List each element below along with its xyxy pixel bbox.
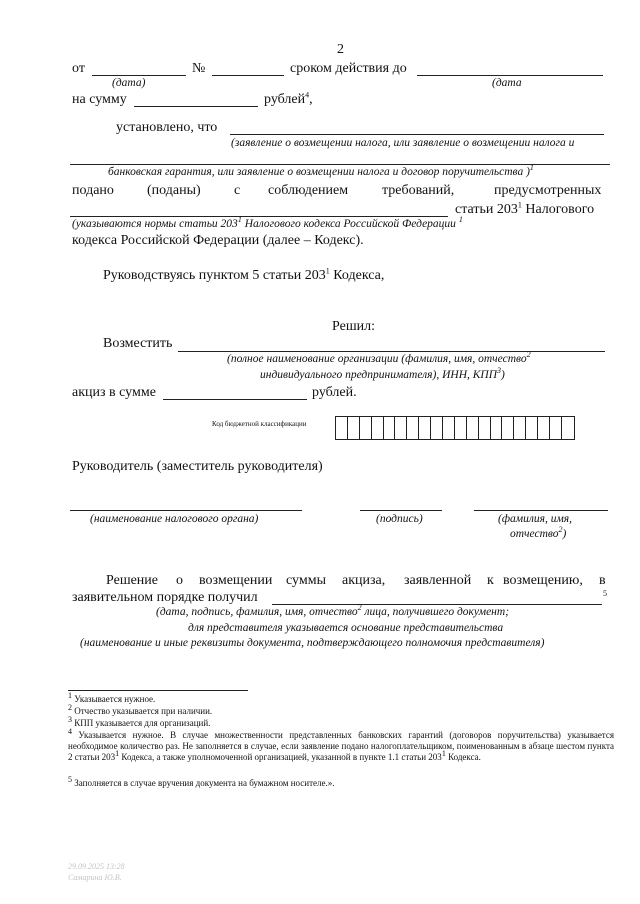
kbk-cell (455, 417, 467, 439)
kbk-cell (419, 417, 431, 439)
text-zayavitelnom: заявительном порядке получил (72, 590, 258, 605)
label-akciz-rub: рублей. (312, 385, 357, 400)
word-podany: (поданы) (147, 183, 201, 198)
word-s: с (234, 183, 241, 198)
label-rubley: рублей$^4$, (264, 90, 313, 107)
kbk-cell (431, 417, 443, 439)
hint-fio-1: (фамилия, имя, (498, 513, 573, 525)
kbk-cell (479, 417, 491, 439)
podpis-line (360, 510, 442, 511)
label-ot: от (72, 61, 85, 76)
reshenie-w2: о (176, 573, 183, 588)
reshenie-w3: возмещении (199, 573, 273, 588)
akciz-sum-line (163, 399, 307, 400)
hint-garantiya: банковская гарантия, или заявление о возмещении налога и договор поручительства )$^1$ (108, 163, 534, 178)
footnote-separator (68, 690, 248, 691)
reshenie-w9: в (599, 573, 606, 588)
footnote-3: $^3$ КПП указывается для организаций. (68, 715, 211, 728)
kbk-cell (538, 417, 550, 439)
text-kodeks: кодекса Российской Федерации (далее – Кодекс). (72, 233, 364, 248)
reshenie-w8: возмещению, (503, 573, 583, 588)
ustanovleno-line (230, 134, 604, 135)
hint-zayavlenie: (заявление о возмещении налога, или заявление о возмещении налога и (231, 137, 575, 149)
stamp-date: 29.09.2025 13:28 (68, 862, 125, 871)
label-ustanovleno: установлено, что (116, 120, 218, 135)
kbk-cell (467, 417, 479, 439)
kbk-cell (550, 417, 562, 439)
kbk-cell (491, 417, 503, 439)
footnote-1: $^1$ Указывается нужное. (68, 691, 156, 704)
kbk-cell (514, 417, 526, 439)
word-podano: подано (72, 183, 114, 198)
label-number-sign: № (192, 61, 206, 76)
number-line (212, 75, 284, 76)
word-soblyudeniem: соблюдением (268, 183, 349, 198)
date-from-line (92, 75, 186, 76)
hint-date-from: (дата) (112, 77, 146, 89)
reshenie-w4: суммы (286, 573, 326, 588)
word-predusmotrennyh: предусмотренных (494, 183, 602, 198)
label-vozmestit: Возместить (103, 336, 173, 351)
fio-line (474, 510, 608, 511)
poluchil-line (272, 604, 602, 605)
date-to-line (417, 75, 603, 76)
kbk-cell (384, 417, 396, 439)
page-number: 2 (337, 42, 344, 57)
reshenie-note: 5 (603, 589, 607, 598)
hint-organ: (наименование налогового органа) (90, 513, 259, 525)
kbk-label: Код бюджетной классификации (212, 420, 307, 428)
label-srok: сроком действия до (290, 61, 407, 76)
hint-normy: (указываются нормы статьи $203^1$ Налогового кодекса Российской Федерации $^1$ (72, 215, 463, 230)
reshenie-w5: акциза, (342, 573, 386, 588)
reshenie-w1: Решение (106, 573, 159, 588)
kbk-cell (526, 417, 538, 439)
label-na-summu: на сумму (72, 92, 127, 107)
normy-line (70, 216, 448, 217)
footnote-2: $^2$ Отчество указывается при наличии. (68, 703, 213, 716)
footnote-4: $^4$ Указывается нужное. В случае множественности представленных банковских гарантий (договоров поручительства) указывается необходимое количество раз. Не заполняется в случае, если заявление подано налогоплательщиком, поименованным в абзаце шестом пункта 2 статьи $203^1$ Кодекса, а также уполномоченной организацией, указанной в пункте 1.1 статьи $203^1$ Кодекса. (68, 727, 614, 762)
kbk-cell (372, 417, 384, 439)
sum-line (134, 106, 258, 107)
reshenie-w6: заявленной (404, 573, 472, 588)
kbk-cell (562, 417, 574, 439)
footnote-5: $^5$ Заполняется в случае вручения документа на бумажном носителе.». (68, 775, 335, 788)
hint-fio-2: отчество$^2$) (510, 525, 567, 540)
hint-org-2: индивидуального предпринимателя), ИНН, КПП$^3$) (260, 366, 505, 381)
text-rukovoditel: Руководитель (заместитель руководителя) (72, 459, 323, 474)
reshenie-w7: к (487, 573, 494, 588)
text-stati-203: статьи $203^1$ Налогового (455, 200, 595, 217)
kbk-cell (443, 417, 455, 439)
hint-poluchil-1: (дата, подпись, фамилия, имя, отчество$^2$ лица, получившего документ; (156, 603, 510, 618)
organ-line (70, 510, 302, 511)
kbk-cell (395, 417, 407, 439)
kbk-cell (336, 417, 348, 439)
hint-podpis: (подпись) (376, 513, 423, 525)
kbk-cell (407, 417, 419, 439)
kbk-cells (335, 416, 575, 440)
hint-poluchil-3: (наименование и иные реквизиты документа, подтверждающего полномочия представителя) (80, 637, 545, 649)
hint-org-1: (полное наименование организации (фамилия, имя, отчество$^2$ (227, 350, 531, 365)
text-rukovodstvuyas: Руководствуясь пунктом 5 статьи $203^1$ Кодекса, (103, 266, 385, 283)
kbk-cell (348, 417, 360, 439)
word-trebovaniy: требований, (382, 183, 455, 198)
stamp-name: Самарина Ю.В. (68, 873, 122, 882)
kbk-cell (502, 417, 514, 439)
heading-reshil: Решил: (332, 319, 375, 334)
kbk-cell (360, 417, 372, 439)
hint-date-to: (дата (492, 77, 522, 89)
hint-poluchil-2: для представителя указывается основание представительства (188, 622, 504, 634)
label-akciz: акциз в сумме (72, 385, 156, 400)
vozmestit-line (178, 351, 605, 352)
